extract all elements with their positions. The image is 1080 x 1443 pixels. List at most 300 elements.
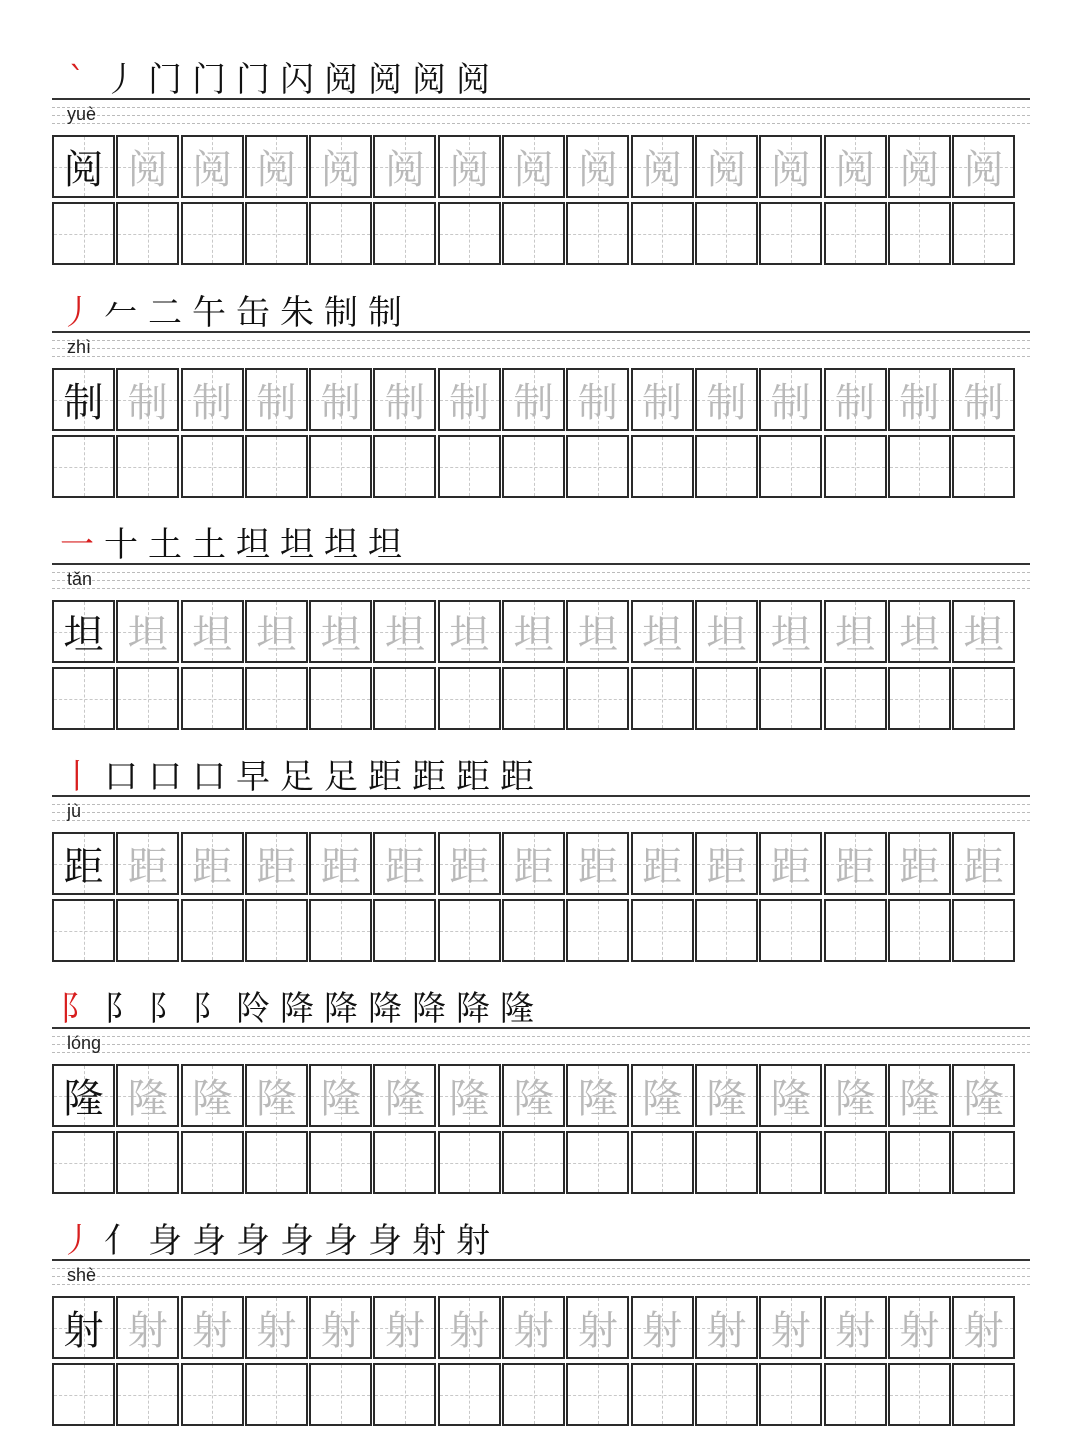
trace-character-cell bbox=[245, 1064, 308, 1127]
trace-character: 射 bbox=[899, 1308, 940, 1354]
writing-cell[interactable] bbox=[824, 202, 887, 265]
stroke-step: 𠂉 bbox=[104, 293, 138, 333]
model-character: 射 bbox=[63, 1308, 104, 1354]
trace-character-cell bbox=[631, 832, 694, 895]
writing-cell[interactable] bbox=[309, 435, 372, 498]
model-character: 制 bbox=[63, 380, 104, 426]
pinyin-label: zhì bbox=[67, 337, 92, 357]
writing-cell[interactable] bbox=[952, 1363, 1015, 1426]
trace-character: 坦 bbox=[449, 612, 490, 658]
trace-character: 距 bbox=[127, 844, 168, 890]
trace-character-cell bbox=[373, 368, 436, 431]
trace-character-cell bbox=[759, 135, 822, 198]
trace-character-cell bbox=[824, 832, 887, 895]
trace-character-cell bbox=[888, 832, 951, 895]
trace-character-cell bbox=[373, 1064, 436, 1127]
trace-character: 坦 bbox=[642, 612, 683, 658]
stroke-step: 门 bbox=[192, 60, 226, 100]
trace-character-cell bbox=[438, 1064, 501, 1127]
writing-cell[interactable] bbox=[116, 667, 179, 730]
trace-character-cell bbox=[373, 600, 436, 663]
writing-cell[interactable] bbox=[373, 202, 436, 265]
trace-character: 制 bbox=[706, 380, 747, 426]
writing-cell[interactable] bbox=[952, 202, 1015, 265]
trace-character-cell bbox=[759, 1064, 822, 1127]
trace-character: 射 bbox=[835, 1308, 876, 1354]
blank-practice-row bbox=[52, 435, 1032, 499]
stroke-step: 射 bbox=[412, 1221, 446, 1261]
trace-character: 距 bbox=[513, 844, 554, 890]
pinyin-label: jù bbox=[67, 801, 82, 821]
trace-character-cell bbox=[116, 368, 179, 431]
writing-cell[interactable] bbox=[309, 1131, 372, 1194]
trace-character: 坦 bbox=[899, 612, 940, 658]
stroke-step: 身 bbox=[280, 1221, 314, 1261]
stroke-step: 一 bbox=[60, 525, 94, 565]
stroke-step: 降 bbox=[368, 989, 402, 1029]
trace-character: 阅 bbox=[513, 147, 554, 193]
trace-character: 隆 bbox=[899, 1076, 940, 1122]
writing-cell[interactable] bbox=[245, 1363, 308, 1426]
stroke-step: 土 bbox=[148, 525, 182, 565]
trace-character: 隆 bbox=[513, 1076, 554, 1122]
writing-cell[interactable] bbox=[759, 202, 822, 265]
trace-character-cell bbox=[631, 1296, 694, 1359]
trace-character: 距 bbox=[963, 844, 1004, 890]
stroke-step: 朱 bbox=[280, 293, 314, 333]
trace-character: 距 bbox=[706, 844, 747, 890]
stroke-step: 距 bbox=[456, 757, 490, 797]
stroke-step: 亻 bbox=[104, 1221, 138, 1261]
trace-character-cell bbox=[566, 135, 629, 198]
trace-row bbox=[52, 1064, 1032, 1128]
writing-cell[interactable] bbox=[695, 1363, 758, 1426]
trace-character-cell bbox=[824, 368, 887, 431]
writing-cell[interactable] bbox=[824, 899, 887, 962]
writing-cell[interactable] bbox=[502, 899, 565, 962]
writing-cell[interactable] bbox=[759, 899, 822, 962]
trace-character-cell bbox=[502, 135, 565, 198]
trace-character: 射 bbox=[127, 1308, 168, 1354]
trace-character-cell bbox=[566, 600, 629, 663]
writing-cell[interactable] bbox=[952, 1131, 1015, 1194]
trace-character: 制 bbox=[963, 380, 1004, 426]
writing-cell[interactable] bbox=[309, 1363, 372, 1426]
trace-character-cell bbox=[181, 832, 244, 895]
pinyin-band bbox=[52, 1259, 1030, 1293]
writing-cell[interactable] bbox=[566, 899, 629, 962]
blank-practice-row bbox=[52, 1131, 1032, 1195]
writing-cell[interactable] bbox=[695, 1131, 758, 1194]
trace-character-cell bbox=[309, 1064, 372, 1127]
writing-cell[interactable] bbox=[373, 1131, 436, 1194]
writing-cell[interactable] bbox=[438, 435, 501, 498]
writing-cell[interactable] bbox=[952, 899, 1015, 962]
writing-cell[interactable] bbox=[502, 1131, 565, 1194]
blank-practice-row bbox=[52, 202, 1032, 266]
writing-cell[interactable] bbox=[824, 435, 887, 498]
character-section bbox=[0, 50, 1080, 282]
trace-character: 制 bbox=[127, 380, 168, 426]
trace-character-cell bbox=[116, 135, 179, 198]
trace-character-cell bbox=[695, 832, 758, 895]
trace-character-cell bbox=[695, 600, 758, 663]
stroke-step: 门 bbox=[148, 60, 182, 100]
trace-character: 阅 bbox=[127, 147, 168, 193]
stroke-order-row bbox=[55, 50, 495, 102]
stroke-step: 阝 bbox=[192, 989, 226, 1029]
writing-cell[interactable] bbox=[181, 435, 244, 498]
trace-character: 射 bbox=[192, 1308, 233, 1354]
writing-cell[interactable] bbox=[695, 667, 758, 730]
trace-row bbox=[52, 1296, 1032, 1360]
writing-cell[interactable] bbox=[566, 667, 629, 730]
writing-cell[interactable] bbox=[181, 667, 244, 730]
trace-character-cell bbox=[502, 1064, 565, 1127]
trace-character: 距 bbox=[384, 844, 425, 890]
trace-character-cell bbox=[245, 832, 308, 895]
writing-cell[interactable] bbox=[631, 202, 694, 265]
stroke-step: 缶 bbox=[236, 293, 270, 333]
trace-row bbox=[52, 832, 1032, 896]
trace-character: 距 bbox=[192, 844, 233, 890]
trace-character-cell bbox=[502, 368, 565, 431]
trace-character-cell bbox=[566, 1064, 629, 1127]
trace-character: 射 bbox=[384, 1308, 425, 1354]
stroke-step: 身 bbox=[324, 1221, 358, 1261]
writing-cell[interactable] bbox=[566, 202, 629, 265]
writing-cell[interactable] bbox=[116, 1363, 179, 1426]
writing-cell[interactable] bbox=[952, 435, 1015, 498]
writing-cell[interactable] bbox=[438, 1363, 501, 1426]
trace-character: 坦 bbox=[256, 612, 297, 658]
trace-character: 制 bbox=[384, 380, 425, 426]
trace-character-cell bbox=[181, 368, 244, 431]
trace-character-cell bbox=[695, 1296, 758, 1359]
writing-cell[interactable] bbox=[245, 667, 308, 730]
trace-character: 坦 bbox=[320, 612, 361, 658]
stroke-step: ` bbox=[68, 60, 86, 100]
writing-cell[interactable] bbox=[181, 1131, 244, 1194]
trace-character-cell bbox=[824, 1064, 887, 1127]
writing-cell[interactable] bbox=[52, 1131, 115, 1194]
blank-practice-row bbox=[52, 667, 1032, 731]
model-character-cell bbox=[52, 1064, 115, 1127]
trace-character: 坦 bbox=[706, 612, 747, 658]
trace-character: 阅 bbox=[963, 147, 1004, 193]
trace-character: 射 bbox=[449, 1308, 490, 1354]
writing-cell[interactable] bbox=[52, 667, 115, 730]
trace-character-cell bbox=[502, 600, 565, 663]
trace-character-cell bbox=[181, 600, 244, 663]
trace-character-cell bbox=[502, 1296, 565, 1359]
writing-cell[interactable] bbox=[502, 202, 565, 265]
trace-character: 制 bbox=[320, 380, 361, 426]
writing-cell[interactable] bbox=[245, 435, 308, 498]
writing-cell[interactable] bbox=[502, 435, 565, 498]
stroke-step: 降 bbox=[280, 989, 314, 1029]
model-character-cell bbox=[52, 832, 115, 895]
writing-cell[interactable] bbox=[759, 435, 822, 498]
trace-character: 制 bbox=[449, 380, 490, 426]
trace-character-cell bbox=[631, 1064, 694, 1127]
stroke-order-row bbox=[55, 979, 539, 1031]
stroke-step: 十 bbox=[104, 525, 138, 565]
writing-cell[interactable] bbox=[245, 202, 308, 265]
writing-cell[interactable] bbox=[52, 899, 115, 962]
trace-character-cell bbox=[116, 600, 179, 663]
writing-cell[interactable] bbox=[566, 1363, 629, 1426]
trace-character: 坦 bbox=[835, 612, 876, 658]
writing-cell[interactable] bbox=[888, 1363, 951, 1426]
stroke-step: 口 bbox=[148, 757, 182, 797]
trace-character-cell bbox=[888, 368, 951, 431]
stroke-step: 制 bbox=[324, 293, 358, 333]
writing-cell[interactable] bbox=[373, 1363, 436, 1426]
writing-cell[interactable] bbox=[309, 667, 372, 730]
stroke-order-row bbox=[55, 747, 539, 799]
writing-cell[interactable] bbox=[116, 899, 179, 962]
trace-character: 坦 bbox=[127, 612, 168, 658]
trace-character: 隆 bbox=[963, 1076, 1004, 1122]
writing-cell[interactable] bbox=[373, 435, 436, 498]
trace-character-cell bbox=[245, 135, 308, 198]
trace-character-cell bbox=[631, 600, 694, 663]
pinyin-label: tǎn bbox=[67, 569, 93, 589]
writing-cell[interactable] bbox=[824, 667, 887, 730]
trace-character: 射 bbox=[577, 1308, 618, 1354]
trace-character-cell bbox=[566, 832, 629, 895]
stroke-step: 土 bbox=[192, 525, 226, 565]
stroke-step: 身 bbox=[192, 1221, 226, 1261]
trace-character: 距 bbox=[320, 844, 361, 890]
trace-character-cell bbox=[759, 368, 822, 431]
writing-cell[interactable] bbox=[824, 1363, 887, 1426]
writing-cell[interactable] bbox=[631, 667, 694, 730]
writing-cell[interactable] bbox=[759, 1363, 822, 1426]
trace-character: 隆 bbox=[835, 1076, 876, 1122]
writing-cell[interactable] bbox=[631, 1131, 694, 1194]
trace-character-cell bbox=[759, 1296, 822, 1359]
writing-cell[interactable] bbox=[245, 1131, 308, 1194]
pinyin-band bbox=[52, 1027, 1030, 1061]
trace-character: 射 bbox=[513, 1308, 554, 1354]
trace-character: 坦 bbox=[577, 612, 618, 658]
stroke-step: 丨 bbox=[60, 757, 94, 797]
trace-character: 隆 bbox=[384, 1076, 425, 1122]
pinyin-band bbox=[52, 563, 1030, 597]
writing-cell[interactable] bbox=[888, 202, 951, 265]
blank-practice-row bbox=[52, 1363, 1032, 1427]
trace-character: 坦 bbox=[192, 612, 233, 658]
character-section bbox=[0, 747, 1080, 979]
writing-cell[interactable] bbox=[181, 1363, 244, 1426]
trace-character-cell bbox=[631, 368, 694, 431]
trace-character: 隆 bbox=[320, 1076, 361, 1122]
writing-cell[interactable] bbox=[888, 435, 951, 498]
stroke-step: 阅 bbox=[368, 60, 402, 100]
writing-cell[interactable] bbox=[888, 1131, 951, 1194]
trace-character: 距 bbox=[899, 844, 940, 890]
trace-character-cell bbox=[438, 1296, 501, 1359]
writing-cell[interactable] bbox=[52, 202, 115, 265]
stroke-step: 门 bbox=[236, 60, 270, 100]
writing-cell[interactable] bbox=[116, 1131, 179, 1194]
model-character-cell bbox=[52, 135, 115, 198]
stroke-step: 阝 bbox=[104, 989, 138, 1029]
trace-character-cell bbox=[181, 1064, 244, 1127]
stroke-step: 降 bbox=[456, 989, 490, 1029]
trace-character-cell bbox=[309, 1296, 372, 1359]
pinyin-band bbox=[52, 331, 1030, 365]
stroke-step: 身 bbox=[148, 1221, 182, 1261]
trace-character-cell bbox=[566, 1296, 629, 1359]
trace-character-cell bbox=[438, 832, 501, 895]
model-character: 坦 bbox=[63, 612, 104, 658]
writing-cell[interactable] bbox=[566, 435, 629, 498]
trace-character: 制 bbox=[192, 380, 233, 426]
writing-cell[interactable] bbox=[631, 1363, 694, 1426]
writing-cell[interactable] bbox=[952, 667, 1015, 730]
trace-character-cell bbox=[952, 600, 1015, 663]
trace-character: 坦 bbox=[770, 612, 811, 658]
trace-character-cell bbox=[373, 1296, 436, 1359]
character-section bbox=[0, 1211, 1080, 1443]
writing-cell[interactable] bbox=[888, 667, 951, 730]
stroke-step: 闪 bbox=[280, 60, 314, 100]
writing-cell[interactable] bbox=[309, 202, 372, 265]
trace-character-cell bbox=[116, 1064, 179, 1127]
trace-character: 射 bbox=[770, 1308, 811, 1354]
stroke-step: 口 bbox=[192, 757, 226, 797]
trace-character: 阅 bbox=[384, 147, 425, 193]
stroke-step: 隆 bbox=[500, 989, 534, 1029]
writing-cell[interactable] bbox=[438, 202, 501, 265]
trace-character: 阅 bbox=[192, 147, 233, 193]
stroke-step: 阝 bbox=[148, 989, 182, 1029]
writing-cell[interactable] bbox=[759, 667, 822, 730]
stroke-step: 身 bbox=[236, 1221, 270, 1261]
stroke-step: 坦 bbox=[236, 525, 270, 565]
trace-character: 隆 bbox=[770, 1076, 811, 1122]
writing-cell[interactable] bbox=[566, 1131, 629, 1194]
model-character: 隆 bbox=[63, 1076, 104, 1122]
trace-character: 距 bbox=[449, 844, 490, 890]
trace-character-cell bbox=[952, 368, 1015, 431]
trace-character-cell bbox=[952, 135, 1015, 198]
stroke-step: 坦 bbox=[368, 525, 402, 565]
trace-character-cell bbox=[116, 1296, 179, 1359]
trace-character: 射 bbox=[320, 1308, 361, 1354]
trace-character-cell bbox=[309, 368, 372, 431]
stroke-order-row bbox=[55, 283, 407, 335]
stroke-step: 坦 bbox=[280, 525, 314, 565]
trace-character-cell bbox=[309, 832, 372, 895]
writing-cell[interactable] bbox=[502, 667, 565, 730]
trace-character-cell bbox=[952, 1064, 1015, 1127]
writing-cell[interactable] bbox=[309, 899, 372, 962]
trace-character: 隆 bbox=[642, 1076, 683, 1122]
writing-cell[interactable] bbox=[502, 1363, 565, 1426]
trace-character: 阅 bbox=[577, 147, 618, 193]
stroke-step: 降 bbox=[324, 989, 358, 1029]
trace-character-cell bbox=[695, 368, 758, 431]
trace-character: 隆 bbox=[577, 1076, 618, 1122]
writing-cell[interactable] bbox=[695, 202, 758, 265]
writing-cell[interactable] bbox=[759, 1131, 822, 1194]
writing-cell[interactable] bbox=[245, 899, 308, 962]
writing-cell[interactable] bbox=[373, 667, 436, 730]
trace-character: 阅 bbox=[449, 147, 490, 193]
trace-character: 制 bbox=[577, 380, 618, 426]
blank-practice-row bbox=[52, 899, 1032, 963]
writing-cell[interactable] bbox=[373, 899, 436, 962]
writing-cell[interactable] bbox=[438, 899, 501, 962]
stroke-step: 制 bbox=[368, 293, 402, 333]
stroke-step: 口 bbox=[104, 757, 138, 797]
writing-cell[interactable] bbox=[52, 1363, 115, 1426]
trace-character-cell bbox=[888, 1064, 951, 1127]
writing-cell[interactable] bbox=[824, 1131, 887, 1194]
trace-character: 阅 bbox=[835, 147, 876, 193]
trace-character-cell bbox=[181, 135, 244, 198]
trace-character: 阅 bbox=[642, 147, 683, 193]
stroke-step: 足 bbox=[280, 757, 314, 797]
trace-character-cell bbox=[759, 600, 822, 663]
trace-character: 距 bbox=[642, 844, 683, 890]
writing-cell[interactable] bbox=[181, 202, 244, 265]
writing-cell[interactable] bbox=[438, 667, 501, 730]
trace-character: 隆 bbox=[256, 1076, 297, 1122]
trace-character-cell bbox=[824, 600, 887, 663]
trace-character-cell bbox=[695, 1064, 758, 1127]
character-section bbox=[0, 979, 1080, 1211]
trace-character: 阅 bbox=[899, 147, 940, 193]
trace-character: 制 bbox=[899, 380, 940, 426]
writing-cell[interactable] bbox=[181, 899, 244, 962]
stroke-step: 阅 bbox=[412, 60, 446, 100]
writing-cell[interactable] bbox=[695, 899, 758, 962]
writing-cell[interactable] bbox=[52, 435, 115, 498]
trace-character-cell bbox=[373, 832, 436, 895]
trace-character-cell bbox=[695, 135, 758, 198]
trace-character-cell bbox=[888, 135, 951, 198]
writing-cell[interactable] bbox=[888, 899, 951, 962]
trace-character: 坦 bbox=[963, 612, 1004, 658]
stroke-step: 距 bbox=[368, 757, 402, 797]
trace-character-cell bbox=[309, 600, 372, 663]
stroke-step: 阝 bbox=[60, 989, 94, 1029]
writing-cell[interactable] bbox=[631, 899, 694, 962]
model-character-cell bbox=[52, 1296, 115, 1359]
trace-row bbox=[52, 135, 1032, 199]
trace-character: 距 bbox=[835, 844, 876, 890]
trace-character: 阅 bbox=[320, 147, 361, 193]
stroke-step: 坦 bbox=[324, 525, 358, 565]
trace-character: 隆 bbox=[192, 1076, 233, 1122]
writing-cell[interactable] bbox=[695, 435, 758, 498]
trace-character: 制 bbox=[835, 380, 876, 426]
writing-cell[interactable] bbox=[438, 1131, 501, 1194]
writing-cell[interactable] bbox=[116, 202, 179, 265]
writing-cell[interactable] bbox=[116, 435, 179, 498]
writing-cell[interactable] bbox=[631, 435, 694, 498]
pinyin-band bbox=[52, 795, 1030, 829]
trace-character: 隆 bbox=[706, 1076, 747, 1122]
character-section bbox=[0, 515, 1080, 747]
trace-character-cell bbox=[245, 368, 308, 431]
trace-character-cell bbox=[824, 135, 887, 198]
